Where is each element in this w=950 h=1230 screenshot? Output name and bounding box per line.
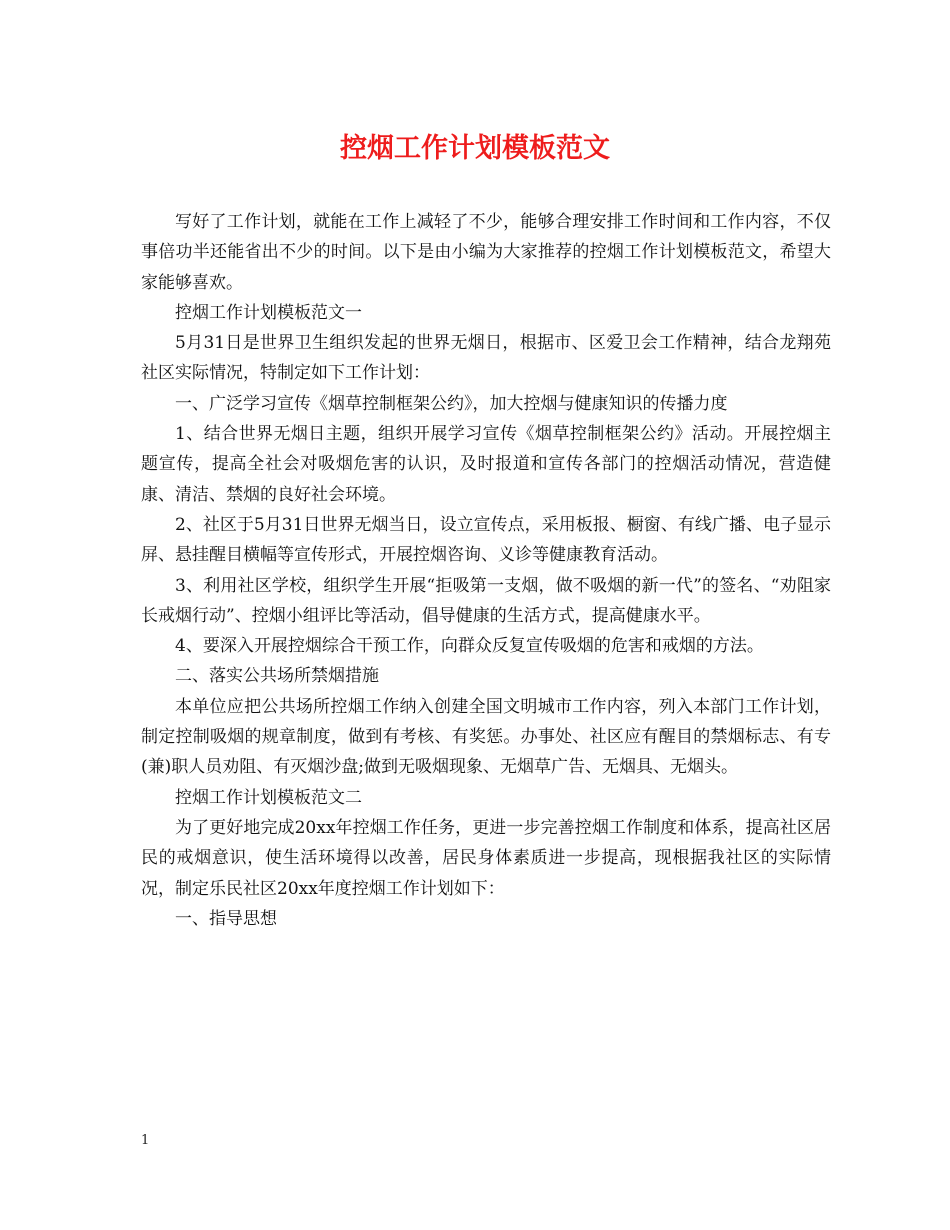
list-item-3: 3、利用社区学校，组织学生开展“拒吸第一支烟，做不吸烟的新一代”的签名、“劝阻家长戒烟行动”、控烟小组评比等活动，倡导健康的生活方式，提高健康水平。 bbox=[141, 575, 831, 626]
list-item-2: 2、社区于5月31日世界无烟当日，设立宣传点，采用板报、橱窗、有线广播、电子显示屏、悬挂醒目横幅等宣传形式，开展控烟咨询、义诊等健康教育活动。 bbox=[141, 514, 831, 566]
intro-paragraph: 写好了工作计划，就能在工作上减轻了不少，能够合理安排工作时间和工作内容，不仅事倍功半还能省出不少的时间。以下是由小编为大家推荐的控烟工作计划模板范文，希望大家能够喜欢。 bbox=[141, 212, 831, 293]
section-heading-sample-two: 控烟工作计划模板范文二 bbox=[175, 787, 362, 808]
section-heading-sample-one: 控烟工作计划模板范文一 bbox=[175, 302, 362, 323]
subheading-propaganda: 一、广泛学习宣传《烟草控制框架公约》，加大控烟与健康知识的传播力度 bbox=[175, 393, 728, 414]
paragraph: 5月31日是世界卫生组织发起的世界无烟日，根据市、区爱卫会工作精神，结合龙翔苑社区实际情况，特制定如下工作计划： bbox=[141, 333, 831, 384]
page-title: 控烟工作计划模板范文 bbox=[340, 133, 610, 164]
list-item-4: 4、要深入开展控烟综合干预工作，向群众反复宣传吸烟的危害和戒烟的方法。 bbox=[175, 636, 764, 657]
subheading-guiding-ideology: 一、指导思想 bbox=[175, 908, 277, 929]
subheading-public-places: 二、落实公共场所禁烟措施 bbox=[175, 666, 379, 687]
paragraph: 本单位应把公共场所控烟工作纳入创建全国文明城市工作内容，列入本部门工作计划，制定控制吸烟的规章制度，做到有考核、有奖惩。办事处、社区应有醒目的禁烟标志、有专(兼)职人员劝阻、有灭烟沙盘;做到无吸烟现象、无烟草广告、无烟具、无烟头。 bbox=[141, 696, 831, 778]
paragraph: 为了更好地完成20xx年控烟工作任务，更进一步完善控烟工作制度和体系，提高社区居民的戒烟意识，使生活环境得以改善，居民身体素质进一步提高，现根据我社区的实际情况，制定乐民社区20xx年度控烟工作计划如下： bbox=[141, 817, 831, 899]
page-number: 1 bbox=[141, 1133, 150, 1148]
document-body bbox=[141, 207, 831, 934]
list-item-1: 1、结合世界无烟日主题，组织开展学习宣传《烟草控制框架公约》活动。开展控烟主题宣传，提高全社会对吸烟危害的认识，及时报道和宣传各部门的控烟活动情况，营造健康、清洁、禁烟的良好社会环境。 bbox=[141, 424, 831, 505]
